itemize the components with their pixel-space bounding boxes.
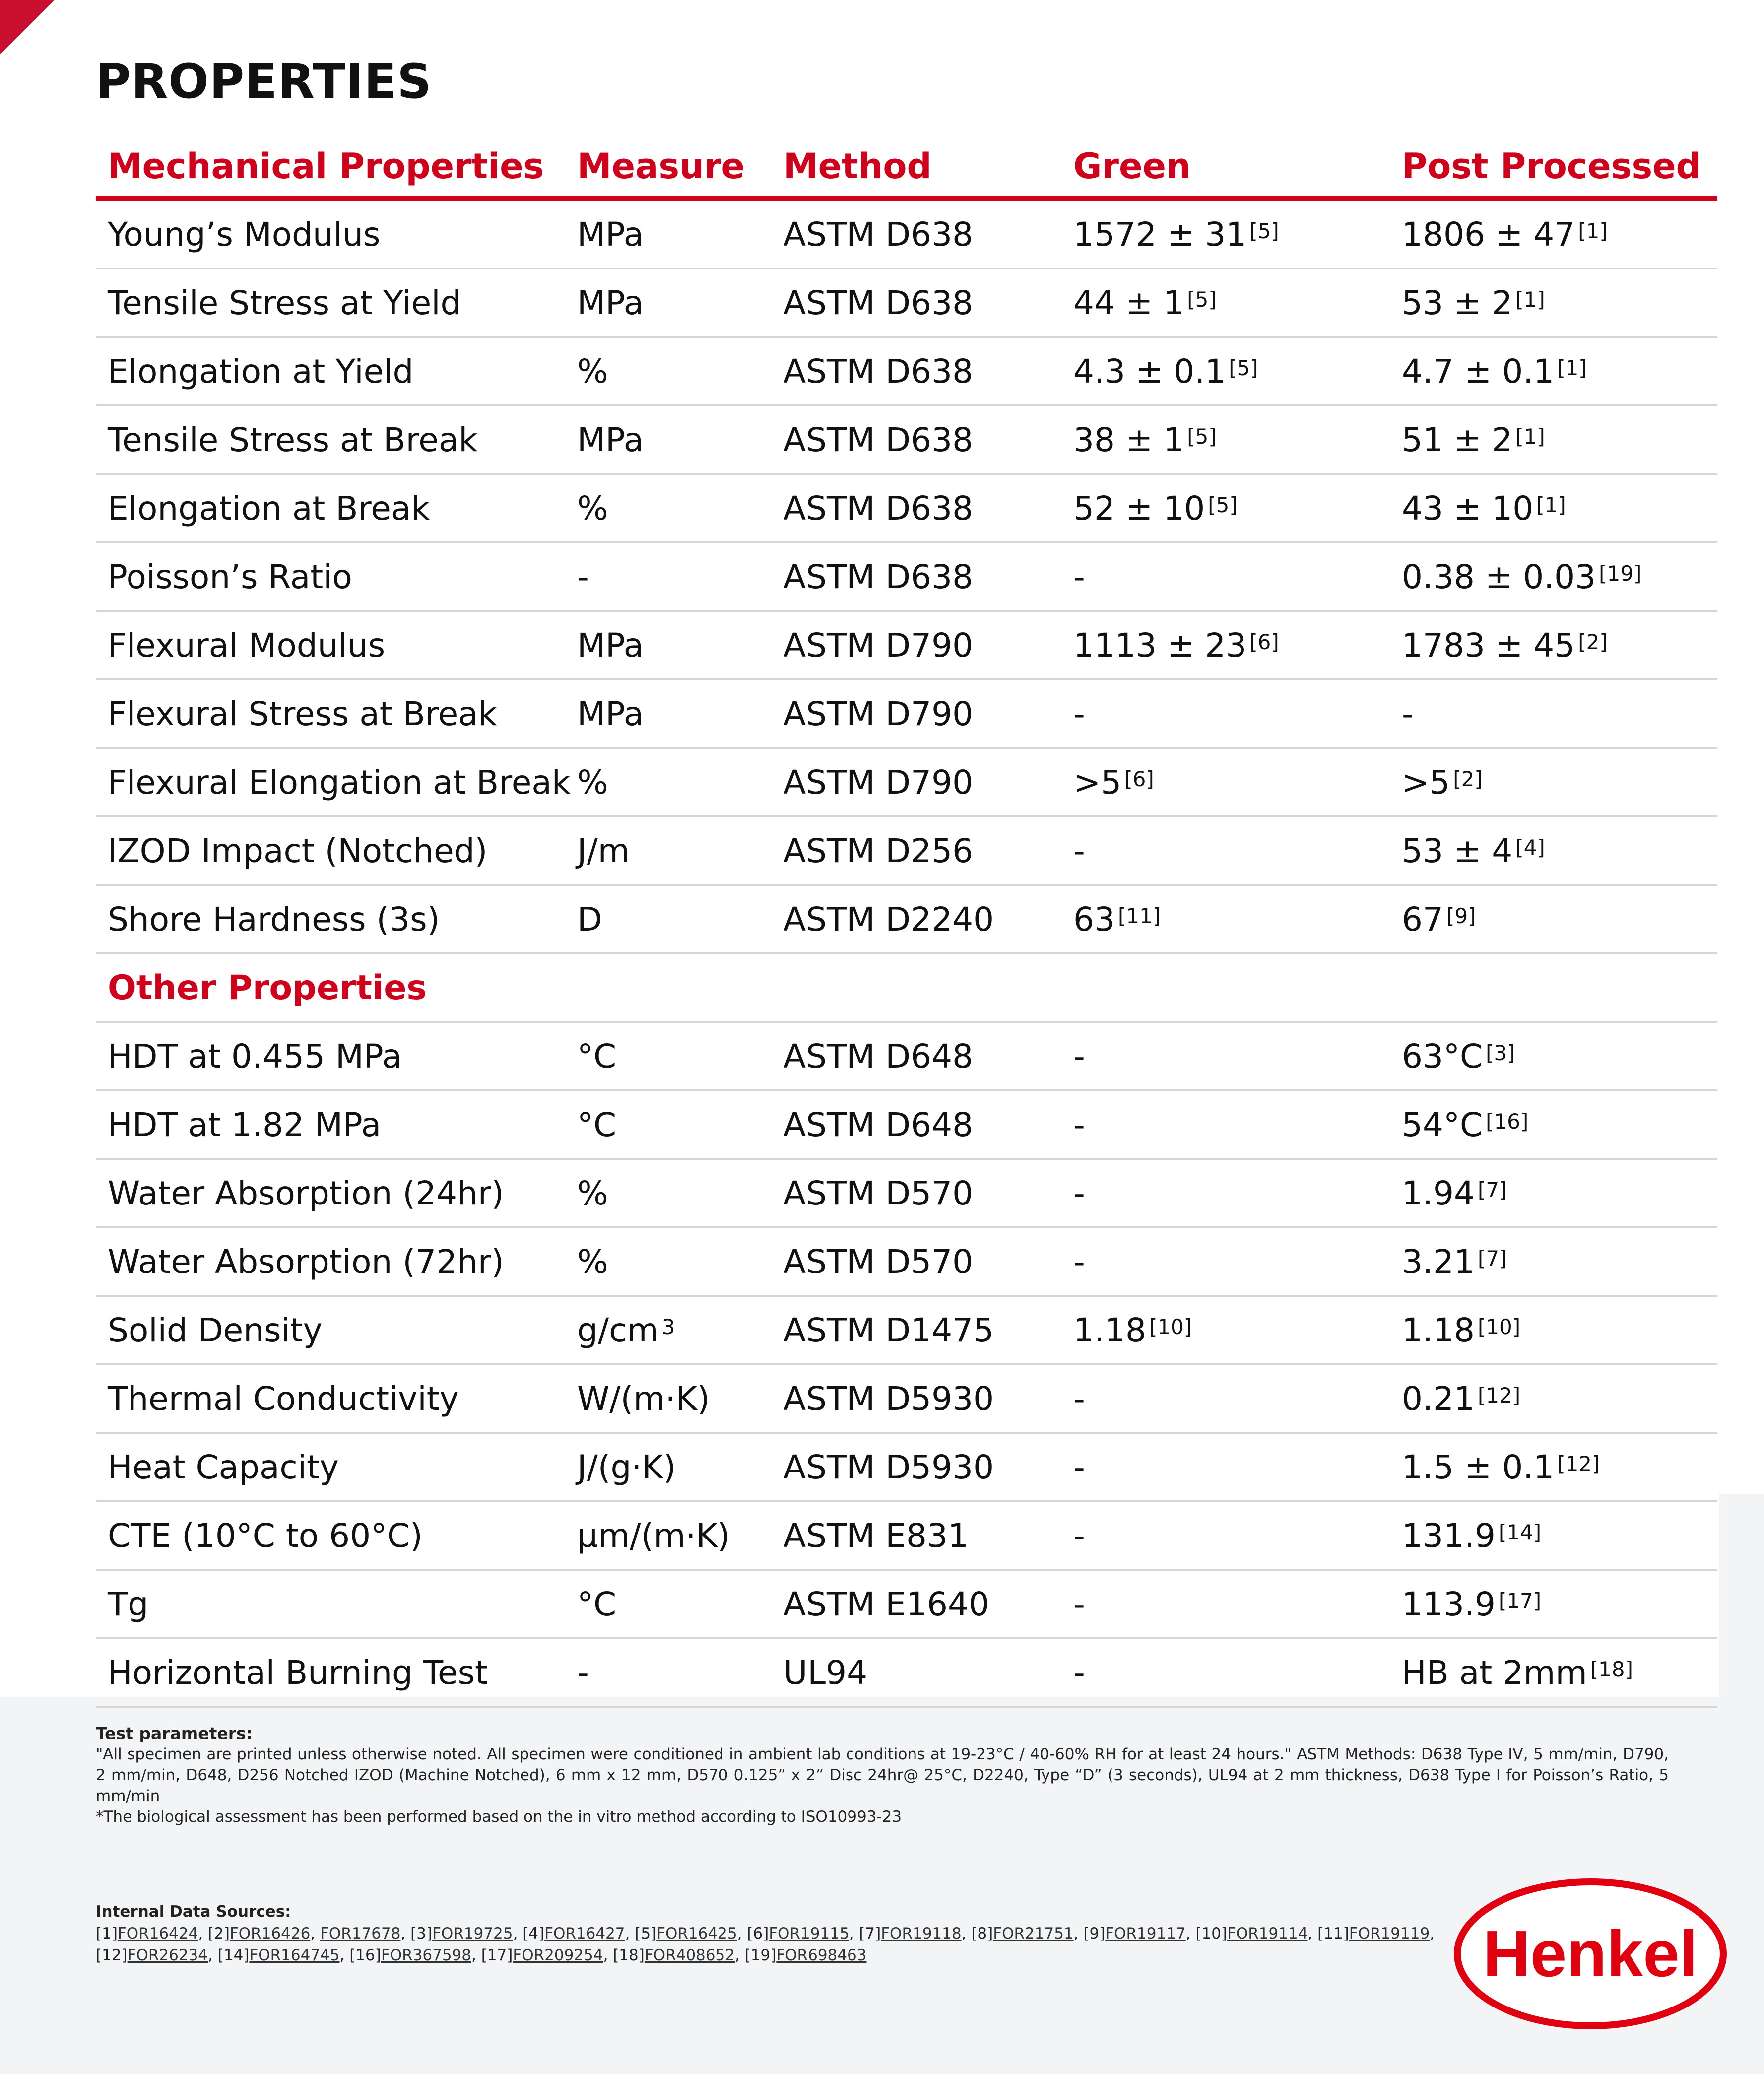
green-value-cell xyxy=(1073,1502,1085,1569)
green-value-cell: 63 [11] xyxy=(1073,900,1161,938)
post-processed-value: 1.18 xyxy=(1402,1311,1475,1349)
post-processed-value-cell: 54°C [16] xyxy=(1402,1105,1529,1144)
green-value: - xyxy=(1073,694,1085,733)
post-processed-value-cell: 1806 ± 47 [1] xyxy=(1402,215,1608,254)
post-processed-value-cell: 131.9 [14] xyxy=(1402,1516,1542,1555)
method-cell: ASTM D256 xyxy=(784,831,974,870)
method-cell: ASTM D638 xyxy=(784,489,974,528)
property-name: Flexural Elongation at Break xyxy=(108,763,571,802)
green-value-cell xyxy=(1073,1571,1085,1637)
source-link[interactable]: FOR19119 xyxy=(1349,1925,1430,1942)
green-value-cell: 1.18 [10] xyxy=(1073,1311,1192,1349)
green-value-cell xyxy=(1073,680,1085,747)
measure-cell xyxy=(577,1434,676,1500)
column-header-property: Mechanical Properties xyxy=(108,146,544,187)
post-processed-value-cell: 113.9 [17] xyxy=(1402,1585,1542,1623)
source-ref-number: [5] xyxy=(635,1925,657,1942)
method-cell: ASTM D638 xyxy=(784,420,974,459)
source-ref-number: [16] xyxy=(349,1946,381,1964)
post-processed-value-cell: 53 ± 4 [4] xyxy=(1402,831,1545,870)
property-name: HDT at 1.82 MPa xyxy=(108,1105,382,1144)
property-name: Shore Hardness (3s) xyxy=(108,900,440,938)
property-name: Horizontal Burning Test xyxy=(108,1653,488,1692)
property-name: Flexural Stress at Break xyxy=(108,694,497,733)
table-row xyxy=(96,201,1717,269)
source-ref-number: [17] xyxy=(481,1946,513,1964)
method-cell: ASTM D2240 xyxy=(784,900,994,938)
table-header xyxy=(96,136,1717,201)
properties-table xyxy=(96,136,1717,1708)
post-processed-value: >5 xyxy=(1402,763,1450,802)
source-ref-number: [11] xyxy=(1317,1925,1349,1942)
property-name: Tensile Stress at Yield xyxy=(108,283,461,322)
green-value: - xyxy=(1073,1105,1085,1144)
green-value-cell xyxy=(1073,1228,1085,1295)
source-link[interactable]: FOR16426 xyxy=(229,1925,311,1942)
source-separator: , xyxy=(734,1946,745,1964)
source-separator: , xyxy=(961,1925,972,1942)
source-ref-number: [1] xyxy=(96,1925,118,1942)
source-link[interactable]: FOR16425 xyxy=(656,1925,737,1942)
table-row xyxy=(96,612,1717,680)
post-processed-value: 131.9 xyxy=(1402,1516,1496,1555)
measure-cell xyxy=(577,1365,710,1432)
table-row xyxy=(96,406,1717,475)
measure-unit: % xyxy=(577,1242,608,1281)
henkel-logo xyxy=(1451,1877,1729,2031)
column-header-measure: Measure xyxy=(577,146,745,187)
measure-unit: MPa xyxy=(577,694,644,733)
green-value: - xyxy=(1073,1516,1085,1555)
property-name: Heat Capacity xyxy=(108,1448,339,1486)
source-link[interactable]: FOR164745 xyxy=(249,1946,340,1964)
property-name: Flexural Modulus xyxy=(108,626,386,665)
property-name: CTE (10°C to 60°C) xyxy=(108,1516,423,1555)
table-row xyxy=(96,338,1717,406)
post-processed-value-cell: 1.18 [10] xyxy=(1402,1311,1521,1349)
post-processed-value: 54°C xyxy=(1402,1105,1483,1144)
method-cell: ASTM D638 xyxy=(784,215,974,254)
source-separator: , xyxy=(1430,1925,1435,1942)
table-row xyxy=(96,1091,1717,1160)
property-name: Elongation at Yield xyxy=(108,352,414,391)
corner-accent xyxy=(0,0,55,55)
measure-cell xyxy=(577,1091,616,1158)
post-processed-value-cell: 0.21 [12] xyxy=(1402,1379,1521,1418)
source-separator: , xyxy=(1307,1925,1318,1942)
green-value-cell: >5 [6] xyxy=(1073,763,1154,802)
green-value: 44 ± 1 xyxy=(1073,283,1184,322)
source-separator: , xyxy=(625,1925,635,1942)
green-value-cell xyxy=(1073,1639,1085,1706)
post-processed-value-cell: 43 ± 10 [1] xyxy=(1402,489,1566,528)
method-cell: UL94 xyxy=(784,1653,868,1692)
post-processed-value: 43 ± 10 xyxy=(1402,489,1534,528)
measure-unit: % xyxy=(577,763,608,802)
method-cell: ASTM D790 xyxy=(784,763,974,802)
source-ref-number: [18] xyxy=(613,1946,645,1964)
page-title: PROPERTIES xyxy=(96,54,432,109)
other-rows xyxy=(96,1023,1717,1708)
green-value-cell xyxy=(1073,1160,1085,1226)
post-processed-value-cell: 1.94 [7] xyxy=(1402,1174,1507,1212)
measure-unit: J/(g·K) xyxy=(577,1448,676,1486)
test-parameters-text: "All specimen are printed unless otherwise noted. All specimen were conditioned in ambient lab conditions at 19-23°C / 40-60% RH for at least 24 hours." ASTM Methods: D638 Type IV, 5 mm/min, D790, 2 mm/min, D648, D256 Notched IZOD (Machine Notched), 6 mm x 12 mm, D570 0.125” x 2” Disc 24hr@ 25°C, D2240, Type “D” (3 seconds), UL94 at 2 mm thickness, D638 Type I for Poisson’s Ratio, 5 mm/min xyxy=(96,1745,1669,1805)
source-separator: , xyxy=(471,1946,481,1964)
table-row xyxy=(96,1365,1717,1434)
property-name: IZOD Impact (Notched) xyxy=(108,831,488,870)
green-value-cell: 44 ± 1 [5] xyxy=(1073,283,1217,322)
method-cell: ASTM D1475 xyxy=(784,1311,994,1349)
green-value-cell: 1572 ± 31 [5] xyxy=(1073,215,1279,254)
post-processed-value: 67 xyxy=(1402,900,1443,938)
post-processed-value: 51 ± 2 xyxy=(1402,420,1513,459)
property-name: Solid Density xyxy=(108,1311,323,1349)
method-cell: ASTM D638 xyxy=(784,283,974,322)
source-ref-number: [10] xyxy=(1195,1925,1228,1942)
post-processed-value: 0.38 ± 0.03 xyxy=(1402,557,1596,596)
measure-unit: % xyxy=(577,352,608,391)
green-value: - xyxy=(1073,831,1085,870)
table-row xyxy=(96,886,1717,954)
table-row xyxy=(96,269,1717,338)
green-value: >5 xyxy=(1073,763,1122,802)
source-separator: , xyxy=(513,1925,523,1942)
table-row xyxy=(96,475,1717,543)
post-processed-value: 1783 ± 45 xyxy=(1402,626,1575,665)
method-cell: ASTM D5930 xyxy=(784,1448,994,1486)
green-value-cell xyxy=(1073,1434,1085,1500)
green-value: - xyxy=(1073,1585,1085,1623)
source-link[interactable]: FOR21751 xyxy=(993,1925,1074,1942)
table-row xyxy=(96,680,1717,749)
green-value-cell xyxy=(1073,543,1085,610)
source-link[interactable]: FOR19115 xyxy=(769,1925,849,1942)
measure-unit: °C xyxy=(577,1037,617,1075)
logo-wordmark: Henkel xyxy=(1483,1917,1698,1990)
source-ref-number: [2] xyxy=(208,1925,230,1942)
section-row-other xyxy=(96,954,1717,1023)
property-name: Poisson’s Ratio xyxy=(108,557,352,596)
property-name: Tg xyxy=(108,1585,149,1623)
source-ref-number: [7] xyxy=(859,1925,881,1942)
measure-cell: g/cm $^3$ xyxy=(577,1311,675,1349)
post-processed-value-cell: 1783 ± 45 [2] xyxy=(1402,626,1608,665)
test-parameters-title: Test parameters: xyxy=(96,1724,253,1743)
measure-cell xyxy=(577,338,608,404)
green-value-cell xyxy=(1073,1023,1085,1089)
green-value: 4.3 ± 0.1 xyxy=(1073,352,1226,391)
green-value: 38 ± 1 xyxy=(1073,420,1184,459)
source-link[interactable]: FOR17678 xyxy=(320,1925,401,1942)
post-processed-value: 0.21 xyxy=(1402,1379,1475,1418)
table-row xyxy=(96,1639,1717,1708)
measure-unit: W/(m·K) xyxy=(577,1379,710,1418)
source-separator: , xyxy=(198,1925,208,1942)
measure-cell xyxy=(577,1160,608,1226)
measure-unit: μm/(m·K) xyxy=(577,1516,730,1555)
measure-unit: MPa xyxy=(577,626,644,665)
post-processed-value-cell: 51 ± 2 [1] xyxy=(1402,420,1545,459)
source-separator: , xyxy=(1185,1925,1196,1942)
post-processed-value: 3.21 xyxy=(1402,1242,1475,1281)
table-row xyxy=(96,817,1717,886)
table-row xyxy=(96,1160,1717,1228)
post-processed-value-cell xyxy=(1402,680,1414,747)
green-value: 1.18 xyxy=(1073,1311,1146,1349)
method-cell: ASTM D638 xyxy=(784,352,974,391)
property-name: Young’s Modulus xyxy=(108,215,381,254)
method-cell: ASTM D638 xyxy=(784,557,974,596)
measure-unit: MPa xyxy=(577,215,644,254)
source-ref-number: [14] xyxy=(217,1946,250,1964)
measure-unit: MPa xyxy=(577,420,644,459)
post-processed-value: 1.94 xyxy=(1402,1174,1475,1212)
post-processed-value-cell: 53 ± 2 [1] xyxy=(1402,283,1545,322)
table-row xyxy=(96,749,1717,817)
source-separator: , xyxy=(1073,1925,1084,1942)
column-header-green: Green xyxy=(1073,146,1191,187)
column-header-post-processed: Post Processed xyxy=(1402,146,1701,187)
measure-cell xyxy=(577,680,644,747)
source-ref-number: [3] xyxy=(410,1925,433,1942)
source-separator: , xyxy=(737,1925,747,1942)
measure-cell xyxy=(577,749,608,815)
internal-sources-title: Internal Data Sources: xyxy=(96,1903,291,1921)
measure-unit: g/cm xyxy=(577,1311,659,1349)
green-value: - xyxy=(1073,1448,1085,1486)
measure-cell xyxy=(577,1571,616,1637)
measure-cell xyxy=(577,886,602,952)
post-processed-value-cell: 63°C [3] xyxy=(1402,1037,1515,1075)
method-cell: ASTM D570 xyxy=(784,1174,974,1212)
property-name: Thermal Conductivity xyxy=(108,1379,459,1418)
post-processed-value: 63°C xyxy=(1402,1037,1483,1075)
source-ref-number: [9] xyxy=(1083,1925,1106,1942)
measure-unit: D xyxy=(577,900,602,938)
test-parameters xyxy=(96,1723,1669,1827)
property-name: Tensile Stress at Break xyxy=(108,420,478,459)
table-row xyxy=(96,1228,1717,1297)
post-processed-value-cell: >5 [2] xyxy=(1402,763,1483,802)
source-separator: , xyxy=(310,1925,321,1942)
measure-cell xyxy=(577,612,644,678)
post-processed-value-cell: 4.7 ± 0.1 [1] xyxy=(1402,352,1587,391)
method-cell: ASTM D648 xyxy=(784,1037,974,1075)
source-link[interactable]: FOR16424 xyxy=(117,1925,198,1942)
source-link[interactable]: FOR19118 xyxy=(881,1925,962,1942)
measure-cell xyxy=(577,1502,730,1569)
source-link[interactable]: FOR26234 xyxy=(127,1946,208,1964)
table-row xyxy=(96,543,1717,612)
property-name: Water Absorption (24hr) xyxy=(108,1174,504,1212)
post-processed-value-cell: 67 [9] xyxy=(1402,900,1476,938)
green-value: 52 ± 10 xyxy=(1073,489,1205,528)
post-processed-value-cell: HB at 2mm [18] xyxy=(1402,1653,1633,1692)
method-cell: ASTM E1640 xyxy=(784,1585,989,1623)
post-processed-value-cell: 0.38 ± 0.03 [19] xyxy=(1402,557,1642,596)
post-processed-value: 4.7 ± 0.1 xyxy=(1402,352,1555,391)
green-value: - xyxy=(1073,1242,1085,1281)
green-value-cell: 52 ± 10 [5] xyxy=(1073,489,1238,528)
property-name: Elongation at Break xyxy=(108,489,430,528)
method-cell: ASTM E831 xyxy=(784,1516,969,1555)
post-processed-value-cell: 3.21 [7] xyxy=(1402,1242,1507,1281)
measure-cell xyxy=(577,269,644,336)
green-value: - xyxy=(1073,1037,1085,1075)
source-link[interactable]: FOR19725 xyxy=(432,1925,513,1942)
method-cell: ASTM D648 xyxy=(784,1105,974,1144)
mechanical-rows xyxy=(96,201,1717,954)
green-value-cell: 38 ± 1 [5] xyxy=(1073,420,1217,459)
method-cell: ASTM D570 xyxy=(784,1242,974,1281)
green-value: 1113 ± 23 xyxy=(1073,626,1247,665)
green-value: - xyxy=(1073,1379,1085,1418)
column-header-method: Method xyxy=(784,146,932,187)
measure-cell xyxy=(577,1639,589,1706)
measure-cell xyxy=(577,1228,608,1295)
table-row xyxy=(96,1434,1717,1502)
post-processed-value: - xyxy=(1402,694,1414,733)
source-link[interactable]: FOR209254 xyxy=(513,1946,603,1964)
green-value-cell: 4.3 ± 0.1 [5] xyxy=(1073,352,1258,391)
measure-unit: % xyxy=(577,1174,608,1212)
method-cell: ASTM D5930 xyxy=(784,1379,994,1418)
property-name: Water Absorption (72hr) xyxy=(108,1242,504,1281)
sources-line-1 xyxy=(96,1923,1485,1944)
method-cell: ASTM D790 xyxy=(784,694,974,733)
source-link[interactable]: FOR19114 xyxy=(1227,1925,1308,1942)
measure-unit: °C xyxy=(577,1105,617,1144)
measure-unit: % xyxy=(577,489,608,528)
source-link[interactable]: FOR408652 xyxy=(644,1946,735,1964)
internal-data-sources xyxy=(96,1901,1485,1966)
measure-cell xyxy=(577,1023,616,1089)
measure-unit: MPa xyxy=(577,283,644,322)
source-separator: , xyxy=(849,1925,859,1942)
measure-cell xyxy=(577,406,644,473)
sources-line-2 xyxy=(96,1944,1485,1966)
measure-unit: °C xyxy=(577,1585,617,1623)
method-cell: ASTM D790 xyxy=(784,626,974,665)
measure-unit: - xyxy=(577,557,589,596)
green-value-cell xyxy=(1073,817,1085,884)
table-row xyxy=(96,1023,1717,1091)
green-value: - xyxy=(1073,1653,1085,1692)
post-processed-value: 53 ± 2 xyxy=(1402,283,1513,322)
post-processed-value: HB at 2mm xyxy=(1402,1653,1587,1692)
green-value: - xyxy=(1073,1174,1085,1212)
green-value: 63 xyxy=(1073,900,1115,938)
source-ref-number: [6] xyxy=(747,1925,769,1942)
post-processed-value: 1806 ± 47 xyxy=(1402,215,1575,254)
source-separator: , xyxy=(339,1946,350,1964)
source-separator: , xyxy=(400,1925,411,1942)
source-ref-number: [4] xyxy=(523,1925,545,1942)
green-value-cell xyxy=(1073,1365,1085,1432)
measure-cell xyxy=(577,817,630,884)
source-ref-number: [8] xyxy=(971,1925,993,1942)
source-ref-number: [12] xyxy=(96,1946,128,1964)
green-value: 1572 ± 31 xyxy=(1073,215,1247,254)
measure-cell xyxy=(577,201,644,268)
property-name: HDT at 0.455 MPa xyxy=(108,1037,402,1075)
green-value-cell: 1113 ± 23 [6] xyxy=(1073,626,1279,665)
source-link[interactable]: FOR19117 xyxy=(1105,1925,1186,1942)
test-parameters-note: *The biological assessment has been performed based on the in vitro method according to ISO10993-23 xyxy=(96,1808,902,1826)
section-title-other: Other Properties xyxy=(108,968,427,1007)
green-value: - xyxy=(1073,557,1085,596)
post-processed-value: 1.5 ± 0.1 xyxy=(1402,1448,1555,1486)
table-row xyxy=(96,1502,1717,1571)
post-processed-value-cell: 1.5 ± 0.1 [12] xyxy=(1402,1448,1600,1486)
table-row xyxy=(96,1297,1717,1365)
source-ref-number: [19] xyxy=(744,1946,777,1964)
measure-unit: - xyxy=(577,1653,589,1692)
post-processed-value: 53 ± 4 xyxy=(1402,831,1513,870)
source-link[interactable]: FOR16427 xyxy=(544,1925,625,1942)
source-separator: , xyxy=(603,1946,613,1964)
measure-cell xyxy=(577,475,608,541)
measure-cell xyxy=(577,543,589,610)
green-value-cell xyxy=(1073,1091,1085,1158)
table-row xyxy=(96,1571,1717,1639)
source-separator: , xyxy=(208,1946,218,1964)
measure-unit: J/m xyxy=(577,831,630,870)
post-processed-value: 113.9 xyxy=(1402,1585,1496,1623)
source-link[interactable]: FOR367598 xyxy=(381,1946,471,1964)
source-link[interactable]: FOR698463 xyxy=(776,1946,867,1964)
